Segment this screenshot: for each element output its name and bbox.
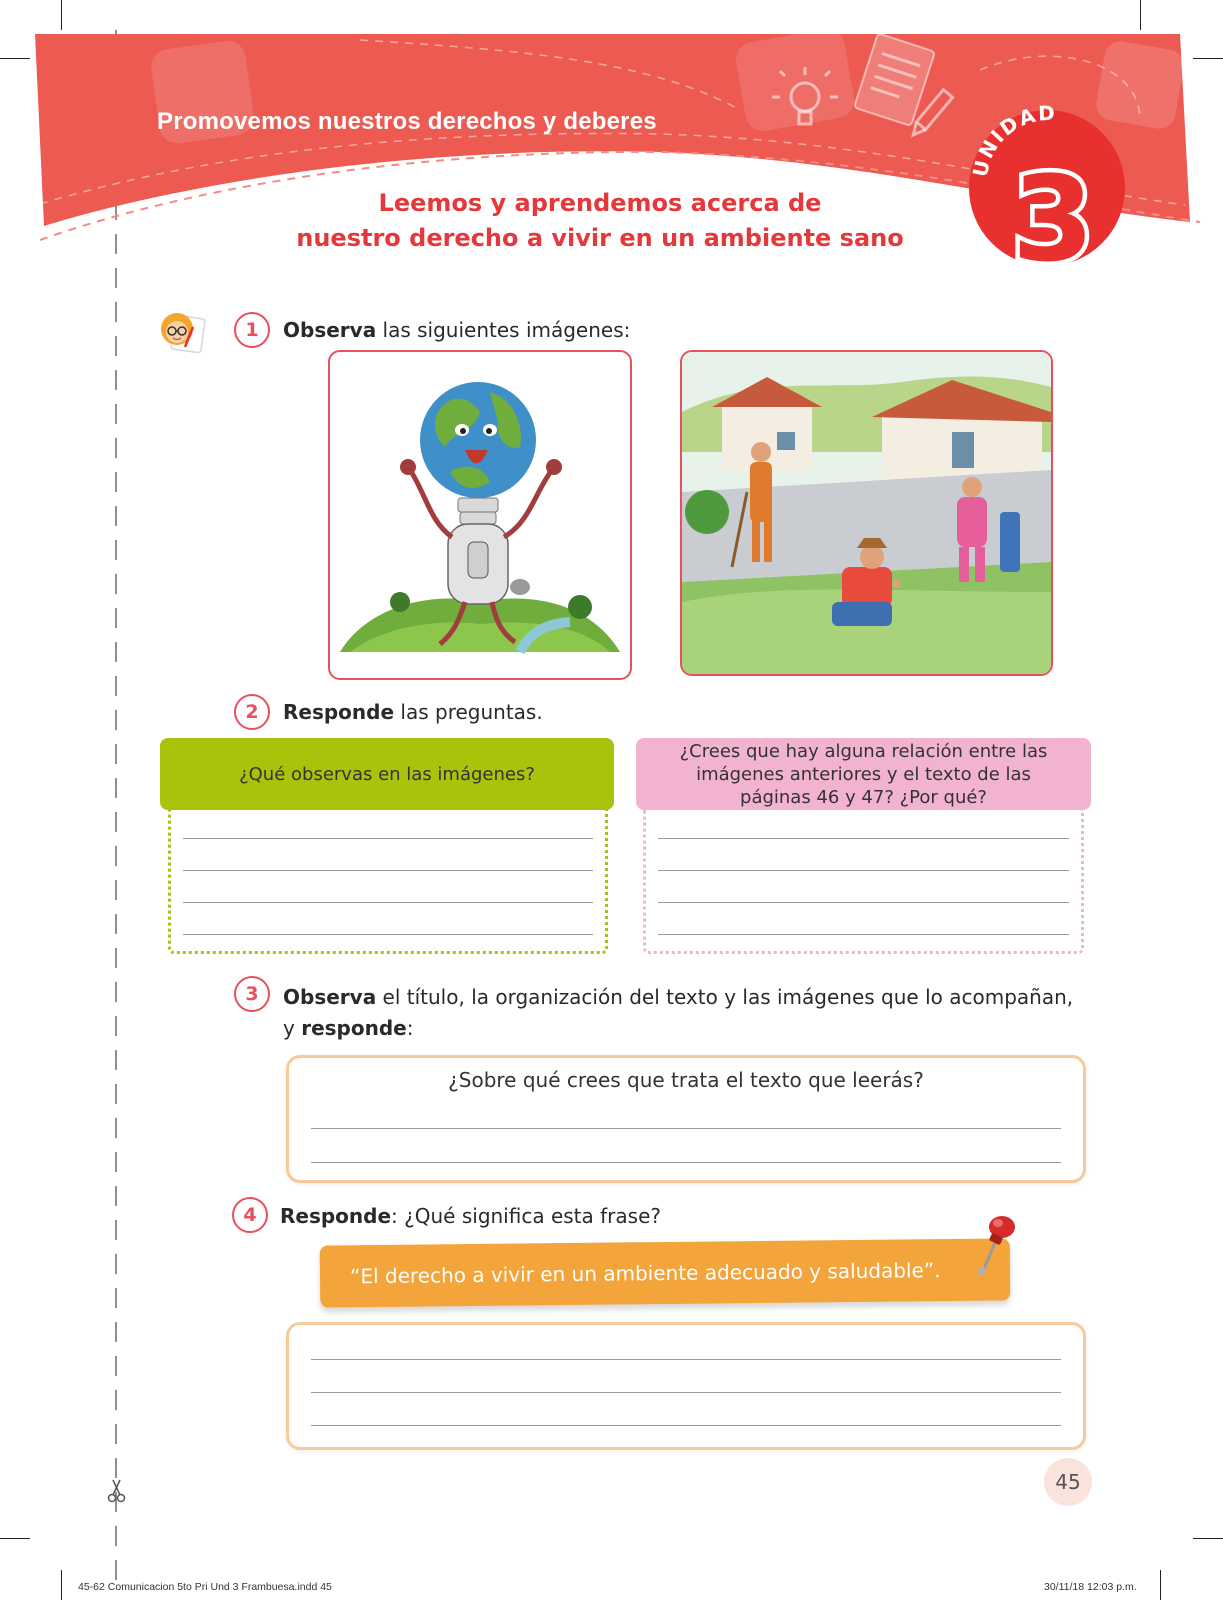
lightbulb-icon <box>770 62 840 142</box>
unit-topic: Promovemos nuestros derechos y deberes <box>157 108 657 135</box>
quote-note: “El derecho a vivir en un ambiente adecuado y saludable”. <box>320 1238 1011 1307</box>
crop-mark <box>61 1570 62 1600</box>
lesson-title: Leemos y aprendemos acerca de nuestro derecho a vivir en un ambiente sano <box>296 189 904 252</box>
activity-number: 4 <box>232 1197 268 1233</box>
answer-area-right[interactable] <box>643 808 1084 954</box>
activity-number: 3 <box>234 976 270 1012</box>
unit-number: 3 <box>1011 150 1095 280</box>
unit-badge <box>965 100 1125 280</box>
crop-mark <box>0 1538 30 1539</box>
activity-4-instruction: Responde: ¿Qué significa esta frase? <box>280 1204 661 1228</box>
answer-box-topic[interactable] <box>286 1055 1086 1183</box>
footer-file: 45-62 Comunicacion 5to Pri Und 3 Frambuesa.indd 45 <box>78 1581 332 1593</box>
teacher-icon <box>155 305 207 353</box>
activity-3-instruction: Observa el título, la organización del texto y las imágenes que lo acompañan, y responde: <box>283 985 1074 1040</box>
pencil-icon <box>905 85 955 145</box>
question-topic: ¿Sobre qué crees que trata el texto que leerás? <box>448 1068 924 1092</box>
activity-1-instruction: Observa las siguientes imágenes: <box>283 318 631 342</box>
answer-area-left[interactable] <box>168 808 608 954</box>
activity-number: 2 <box>234 694 270 730</box>
activity-number: 1 <box>234 312 270 348</box>
activity-2-instruction: Responde las preguntas. <box>283 700 543 724</box>
unit-word: UNIDAD <box>967 101 1057 179</box>
illustration-community-cleaning <box>680 350 1053 676</box>
page-number: 45 <box>1044 1458 1092 1506</box>
crop-mark <box>1193 1538 1223 1539</box>
illustration-earth-bulb <box>328 350 632 680</box>
question-header-left: ¿Qué observas en las imágenes? <box>160 738 614 810</box>
pushpin-icon <box>962 1205 1022 1285</box>
scissors-icon <box>106 1478 128 1504</box>
question-header-right: ¿Crees que hay alguna relación entre las imágenes anteriores y el texto de las páginas 46 y 47? ¿Por qué? <box>636 738 1091 810</box>
footer-date: 30/11/18 12:03 p.m. <box>1044 1581 1137 1593</box>
answer-box-meaning[interactable] <box>286 1322 1086 1450</box>
crop-mark <box>1160 1570 1161 1600</box>
